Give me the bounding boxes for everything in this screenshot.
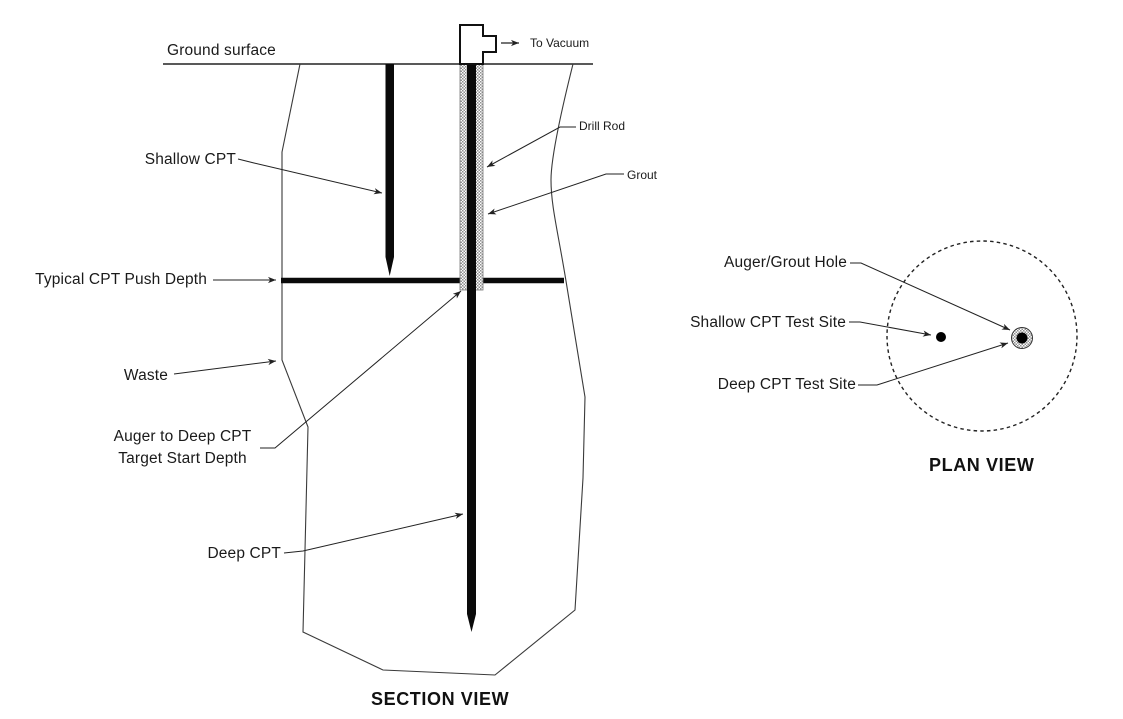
plan-view-title: PLAN VIEW (929, 455, 1035, 475)
drill-rod-deep-cpt-rod (467, 64, 476, 614)
auger-target-depth-label (100, 426, 265, 470)
waste-boundary (282, 64, 585, 675)
deep-cpt-tip (467, 614, 476, 632)
shallow-cpt-test-site-label: Shallow CPT Test Site (690, 314, 846, 331)
waste-label: Waste (123, 367, 168, 384)
auger-target-depth-line2: Target Start Depth (118, 450, 247, 467)
shallow-cpt-leader (238, 159, 382, 193)
auger-grout-hole-leader (850, 263, 1010, 330)
deep-cpt-leader (284, 514, 463, 553)
vacuum-fitting (460, 25, 496, 64)
grout-label: Grout (627, 168, 658, 182)
plan-deep-cpt-dot (1017, 333, 1028, 344)
deep-cpt-test-site-label: Deep CPT Test Site (717, 376, 856, 393)
shallow-cpt-rod (386, 64, 395, 257)
auger-target-depth-leader (260, 291, 461, 448)
deep-test-site-leader (858, 343, 1008, 385)
to-vacuum-label: To Vacuum (530, 36, 590, 50)
auger-grout-hole-label: Auger/Grout Hole (723, 254, 847, 271)
drill-rod-label: Drill Rod (579, 119, 626, 133)
ground-surface-label: Ground surface (167, 42, 276, 59)
section-view-title: SECTION VIEW (371, 689, 510, 709)
deep-cpt-label: Deep CPT (207, 545, 281, 562)
grout-leader (488, 174, 624, 214)
waste-leader (174, 361, 276, 374)
shallow-test-site-leader (849, 322, 931, 335)
plan-dashed-circle (887, 241, 1077, 431)
shallow-cpt-tip (386, 257, 395, 276)
drill-rod-leader (487, 127, 576, 167)
typical-push-depth-label: Typical CPT Push Depth (35, 271, 207, 288)
auger-target-depth-line1: Auger to Deep CPT (113, 428, 252, 445)
plan-shallow-cpt-dot (936, 332, 946, 342)
shallow-cpt-label: Shallow CPT (144, 151, 236, 168)
